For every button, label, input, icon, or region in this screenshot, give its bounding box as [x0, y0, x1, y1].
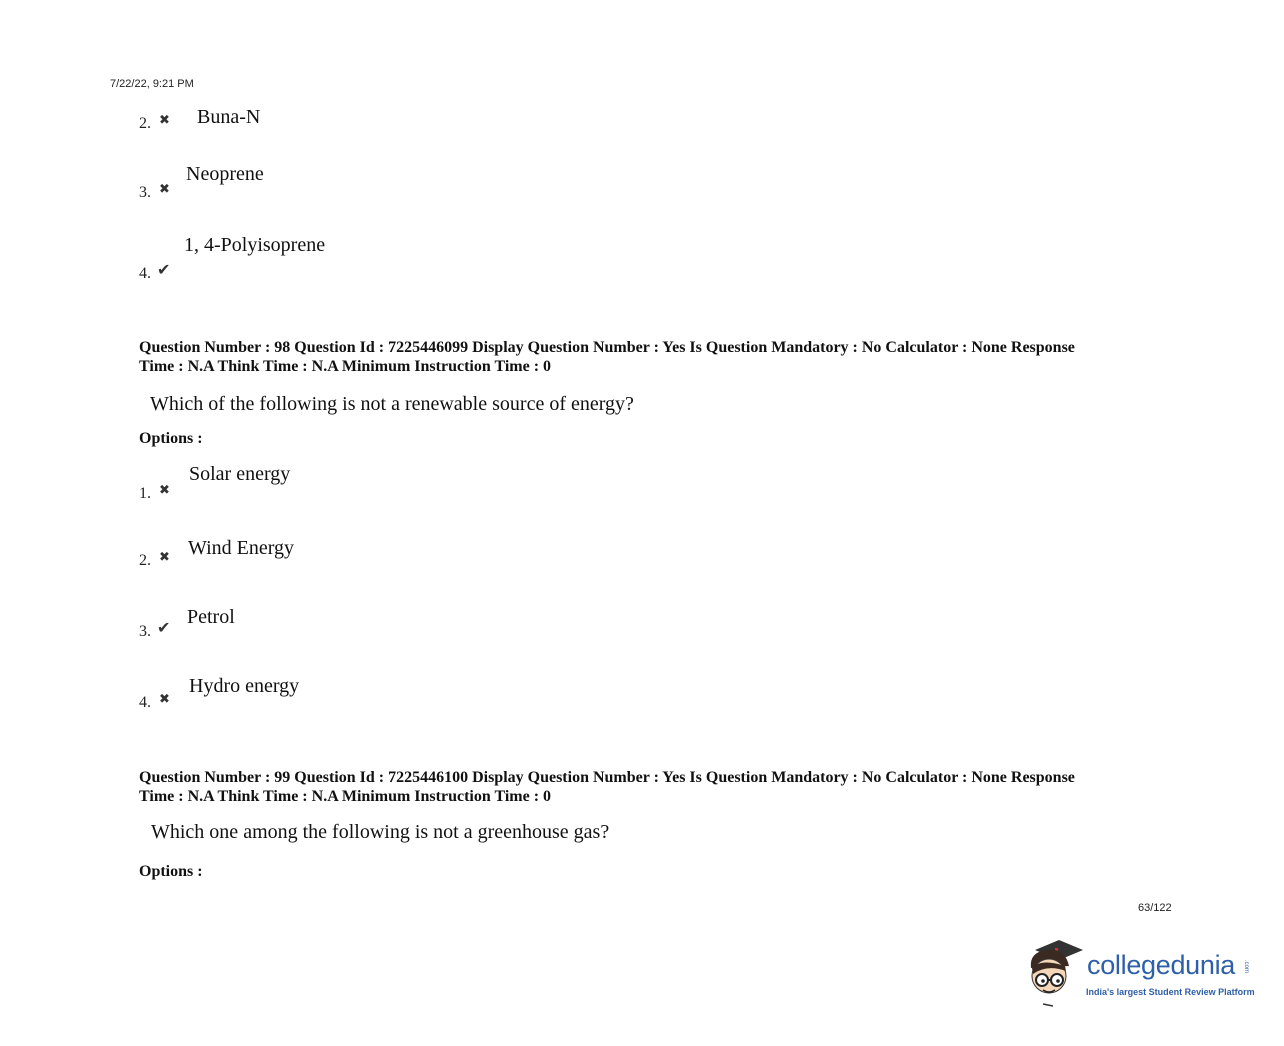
- option-number: 3.: [139, 184, 151, 201]
- checkmark-icon: ✔: [157, 618, 171, 637]
- logo-domain: .com: [1243, 960, 1249, 974]
- option-number: 4.: [139, 265, 151, 282]
- logo-tagline: India's largest Student Review Platform: [1086, 987, 1255, 997]
- question-meta-line: Question Number : 98 Question Id : 7225446099 Display Question Number : Yes Is Question Mandatory : No Calculator : None Response: [139, 339, 1075, 356]
- option-number: 3.: [139, 623, 151, 640]
- print-timestamp: 7/22/22, 9:21 PM: [110, 78, 194, 90]
- option-number: 2.: [139, 115, 151, 132]
- option-text: Wind Energy: [188, 537, 295, 559]
- question-meta-line: Question Number : 99 Question Id : 7225446100 Display Question Number : Yes Is Question Mandatory : No Calculator : None Response: [139, 769, 1075, 786]
- option-text: Buna-N: [197, 106, 261, 128]
- question-meta: [139, 768, 1169, 806]
- page-number: 63/122: [1138, 902, 1172, 914]
- option-number: 1.: [139, 485, 151, 502]
- question-meta-line: Time : N.A Think Time : N.A Minimum Instruction Time : 0: [139, 358, 552, 375]
- option-text: Hydro energy: [189, 675, 300, 697]
- checkmark-icon: ✔: [157, 260, 171, 279]
- option-text: Neoprene: [186, 163, 264, 185]
- option-text: Petrol: [187, 606, 235, 628]
- option-text: Solar energy: [189, 463, 291, 485]
- cross-icon: ✖: [159, 182, 170, 197]
- cross-icon: ✖: [159, 692, 170, 707]
- options-label: Options :: [139, 430, 203, 447]
- option-number: 2.: [139, 552, 151, 569]
- question-text: Which one among the following is not a greenhouse gas?: [151, 821, 610, 843]
- cross-icon: ✖: [159, 550, 170, 565]
- options-label: Options :: [139, 863, 203, 880]
- cross-icon: ✖: [159, 113, 170, 128]
- question-text: Which of the following is not a renewable source of energy?: [150, 393, 634, 415]
- logo-wordmark: collegedunia: [1087, 950, 1236, 980]
- cross-icon: ✖: [159, 483, 170, 498]
- mascot-icon: [1025, 938, 1087, 1010]
- option-text: 1, 4-Polyisoprene: [184, 234, 326, 256]
- collegedunia-logo: [1025, 938, 1265, 1010]
- option-number: 4.: [139, 694, 151, 711]
- question-meta: [139, 338, 1169, 376]
- question-meta-line: Time : N.A Think Time : N.A Minimum Instruction Time : 0: [139, 788, 552, 805]
